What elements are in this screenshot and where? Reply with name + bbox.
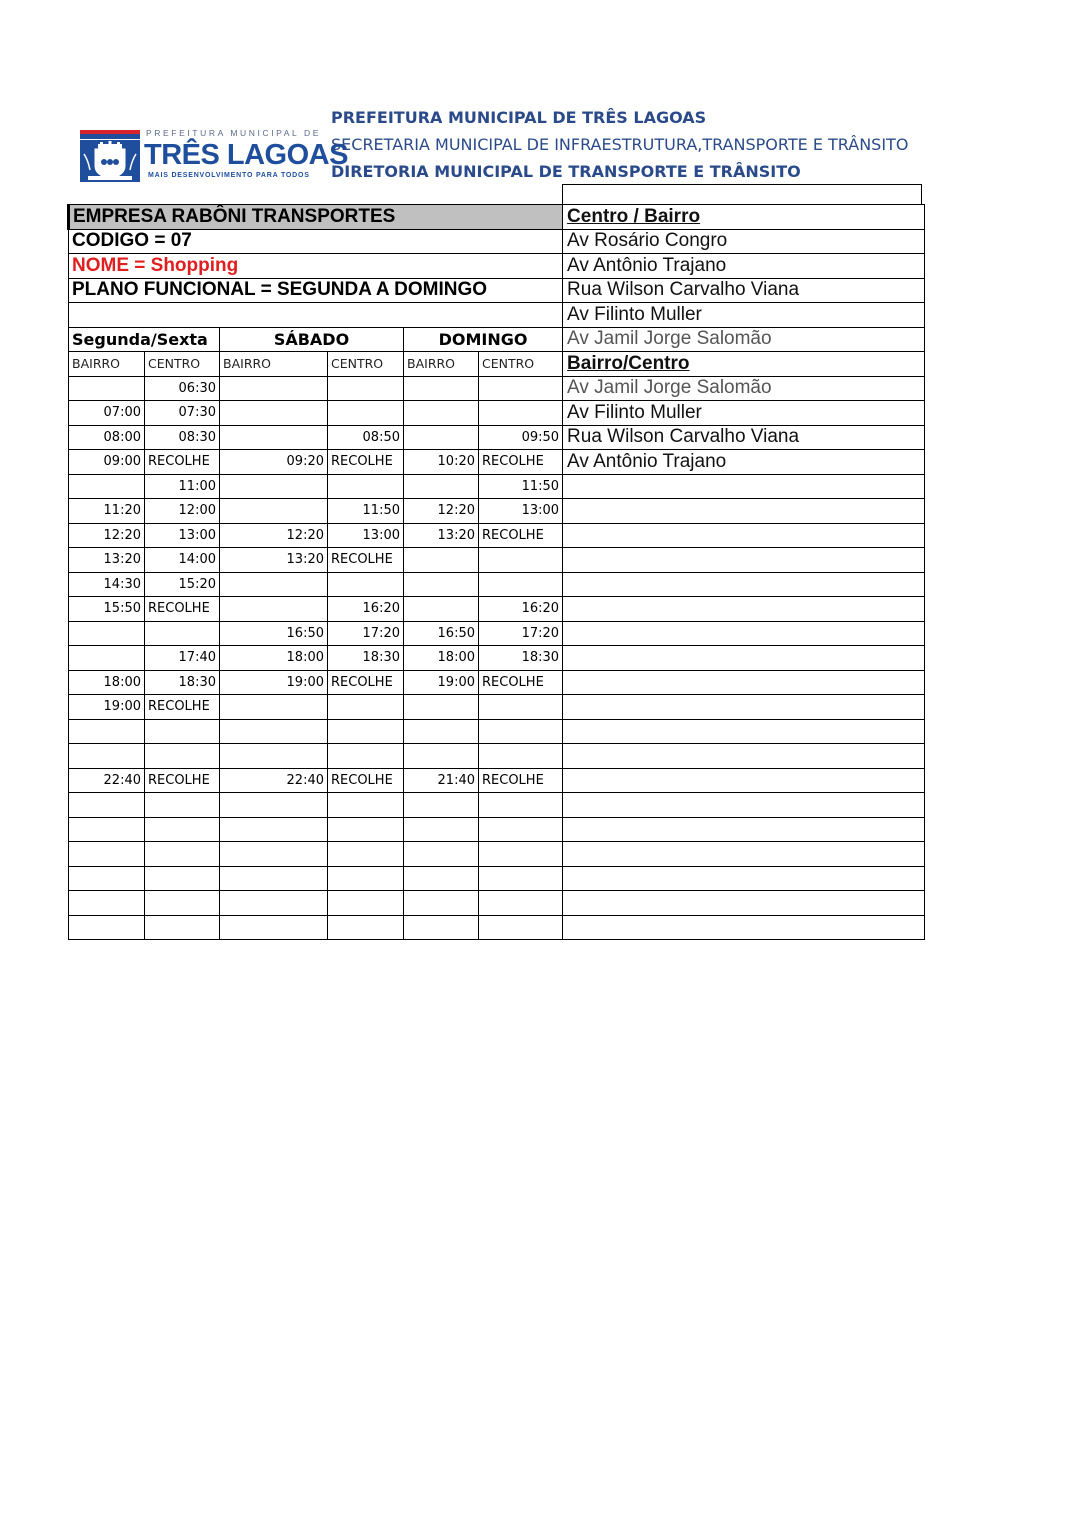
empty-cell (404, 376, 479, 401)
empty-cell (479, 793, 563, 818)
schedule-row (69, 915, 925, 940)
empty-cell (563, 597, 925, 622)
empty-cell (220, 499, 328, 524)
header-secretaria: SECRETARIA MUNICIPAL DE INFRAESTRUTURA,TRANSPORTE E TRÂNSITO (331, 135, 909, 154)
empty-cell (220, 474, 328, 499)
info-row (69, 229, 925, 254)
empty-cell (69, 915, 145, 940)
empty-cell (145, 817, 220, 842)
schedule-row (69, 401, 925, 426)
empty-cell (328, 842, 404, 867)
departure-time-cell: 16:50 (404, 621, 479, 646)
departure-time-cell: 15:50 (69, 597, 145, 622)
day-weekday: Segunda/Sexta (69, 327, 220, 352)
empty-cell (69, 303, 563, 328)
col-header-bairro: BAIRRO (220, 352, 328, 377)
empty-cell (563, 695, 925, 720)
empty-cell (479, 891, 563, 916)
departure-time-cell: 11:20 (69, 499, 145, 524)
departure-time-cell: 09:20 (220, 450, 328, 475)
empty-cell (404, 474, 479, 499)
schedule-row (69, 597, 925, 622)
departure-time-cell: 18:00 (220, 646, 328, 671)
empty-cell (563, 842, 925, 867)
empty-cell (404, 744, 479, 769)
empty-cell (479, 376, 563, 401)
day-saturday: SÁBADO (220, 327, 404, 352)
departure-time-cell: 11:50 (479, 474, 563, 499)
empty-cell (479, 842, 563, 867)
departure-time-cell: 13:20 (404, 523, 479, 548)
empty-cell (328, 793, 404, 818)
departure-time-cell: 18:00 (404, 646, 479, 671)
departure-time-cell: 17:20 (479, 621, 563, 646)
empty-cell (479, 572, 563, 597)
empty-cell (479, 401, 563, 426)
empty-cell (404, 793, 479, 818)
route-stop: Av Filinto Muller (563, 401, 925, 426)
empty-cell (145, 744, 220, 769)
schedule-row (69, 842, 925, 867)
empty-cell (69, 474, 145, 499)
departure-time-cell: 18:00 (69, 670, 145, 695)
info-row (69, 205, 925, 230)
empty-cell (479, 548, 563, 573)
empty-cell (563, 891, 925, 916)
line-code: CODIGO = 07 (69, 229, 563, 254)
route-header-bairro-centro: Bairro/Centro (563, 352, 925, 377)
return-to-garage-cell: RECOLHE (145, 597, 220, 622)
departure-time-cell: 14:00 (145, 548, 220, 573)
empty-cell (404, 842, 479, 867)
departure-time-cell: 09:00 (69, 450, 145, 475)
return-to-garage-cell: RECOLHE (328, 450, 404, 475)
departure-time-cell: 13:00 (328, 523, 404, 548)
empty-cell (220, 597, 328, 622)
empty-cell (563, 572, 925, 597)
day-sunday: DOMINGO (404, 327, 563, 352)
empty-cell (563, 621, 925, 646)
return-to-garage-cell: RECOLHE (479, 768, 563, 793)
empty-cell (69, 719, 145, 744)
empty-cell (220, 401, 328, 426)
empty-cell (404, 548, 479, 573)
empty-cell (479, 744, 563, 769)
schedule-row (69, 450, 925, 475)
departure-time-cell: 13:00 (145, 523, 220, 548)
schedule-row (69, 474, 925, 499)
empty-cell (145, 866, 220, 891)
empty-cell (145, 621, 220, 646)
departure-time-cell: 13:20 (69, 548, 145, 573)
empty-cell (563, 474, 925, 499)
schedule-row (69, 621, 925, 646)
route-header-empty-cell (562, 184, 922, 205)
route-stop: Av Antônio Trajano (563, 450, 925, 475)
departure-time-cell: 12:00 (145, 499, 220, 524)
empty-cell (404, 401, 479, 426)
departure-time-cell: 22:40 (220, 768, 328, 793)
empty-cell (220, 572, 328, 597)
departure-time-cell: 08:00 (69, 425, 145, 450)
departure-time-cell: 15:20 (145, 572, 220, 597)
empty-cell (220, 695, 328, 720)
empty-cell (220, 425, 328, 450)
empty-cell (69, 842, 145, 867)
logo-blue-stripe (80, 134, 140, 139)
logo-prefeitura-text: PREFEITURA MUNICIPAL DE (146, 128, 322, 138)
empty-cell (145, 719, 220, 744)
empty-cell (563, 744, 925, 769)
info-row (69, 278, 925, 303)
empty-cell (404, 891, 479, 916)
departure-time-cell: 21:40 (404, 768, 479, 793)
route-stop: Av Antônio Trajano (563, 254, 925, 279)
departure-time-cell: 13:20 (220, 548, 328, 573)
schedule-row (69, 719, 925, 744)
empty-cell (145, 793, 220, 818)
departure-time-cell: 06:30 (145, 376, 220, 401)
departure-time-cell: 22:40 (69, 768, 145, 793)
empty-cell (563, 768, 925, 793)
empty-cell (328, 376, 404, 401)
return-to-garage-cell: RECOLHE (328, 548, 404, 573)
departure-time-cell: 19:00 (220, 670, 328, 695)
empty-cell (220, 866, 328, 891)
info-row (69, 303, 925, 328)
empty-cell (220, 376, 328, 401)
empty-cell (69, 891, 145, 916)
empty-cell (404, 817, 479, 842)
empty-cell (563, 866, 925, 891)
subheader-row (69, 352, 925, 377)
schedule-row (69, 646, 925, 671)
header-prefeitura: PREFEITURA MUNICIPAL DE TRÊS LAGOAS (331, 108, 707, 127)
departure-time-cell: 17:40 (145, 646, 220, 671)
schedule-row (69, 793, 925, 818)
departure-time-cell: 18:30 (328, 646, 404, 671)
day-header-row (69, 327, 925, 352)
empty-cell (328, 891, 404, 916)
return-to-garage-cell: RECOLHE (479, 523, 563, 548)
logo-brand-text: TRÊS LAGOAS (144, 139, 348, 171)
route-stop: Rua Wilson Carvalho Viana (563, 425, 925, 450)
departure-time-cell: 07:00 (69, 401, 145, 426)
departure-time-cell: 19:00 (69, 695, 145, 720)
empty-cell (563, 646, 925, 671)
coat-of-arms-icon (80, 140, 140, 182)
empty-cell (404, 572, 479, 597)
empty-cell (563, 793, 925, 818)
empty-cell (69, 744, 145, 769)
empty-cell (69, 866, 145, 891)
empty-cell (563, 499, 925, 524)
logo-slogan-text: MAIS DESENVOLVIMENTO PARA TODOS (148, 172, 310, 179)
empty-cell (563, 817, 925, 842)
departure-time-cell: 12:20 (69, 523, 145, 548)
schedule-row (69, 670, 925, 695)
empty-cell (220, 744, 328, 769)
empty-cell (563, 719, 925, 744)
col-header-bairro: BAIRRO (404, 352, 479, 377)
operating-plan: PLANO FUNCIONAL = SEGUNDA A DOMINGO (69, 278, 563, 303)
departure-time-cell: 13:00 (479, 499, 563, 524)
empty-cell (328, 401, 404, 426)
return-to-garage-cell: RECOLHE (328, 768, 404, 793)
empty-cell (563, 523, 925, 548)
return-to-garage-cell: RECOLHE (479, 670, 563, 695)
departure-time-cell: 11:00 (145, 474, 220, 499)
schedule-row (69, 768, 925, 793)
line-name: NOME = Shopping (69, 254, 563, 279)
col-header-centro: CENTRO (145, 352, 220, 377)
empty-cell (69, 621, 145, 646)
return-to-garage-cell: RECOLHE (145, 768, 220, 793)
empty-cell (563, 670, 925, 695)
empty-cell (328, 744, 404, 769)
departure-time-cell: 12:20 (220, 523, 328, 548)
empty-cell (479, 866, 563, 891)
schedule-row (69, 523, 925, 548)
empty-cell (69, 793, 145, 818)
departure-time-cell: 08:50 (328, 425, 404, 450)
departure-time-cell: 12:20 (404, 499, 479, 524)
col-header-centro: CENTRO (479, 352, 563, 377)
empty-cell (479, 719, 563, 744)
return-to-garage-cell: RECOLHE (145, 450, 220, 475)
header-diretoria: DIRETORIA MUNICIPAL DE TRANSPORTE E TRÂNSITO (331, 162, 801, 181)
empty-cell (328, 572, 404, 597)
schedule-row (69, 891, 925, 916)
departure-time-cell: 11:50 (328, 499, 404, 524)
schedule-row (69, 425, 925, 450)
route-header-centro-bairro: Centro / Bairro (563, 205, 925, 230)
empty-cell (563, 548, 925, 573)
empty-cell (404, 425, 479, 450)
empty-cell (404, 915, 479, 940)
departure-time-cell: 18:30 (479, 646, 563, 671)
empty-cell (404, 866, 479, 891)
empty-cell (69, 376, 145, 401)
col-header-bairro: BAIRRO (69, 352, 145, 377)
empty-cell (328, 474, 404, 499)
empty-cell (328, 915, 404, 940)
empty-cell (328, 719, 404, 744)
departure-time-cell: 14:30 (69, 572, 145, 597)
prefeitura-logo (80, 128, 348, 184)
empty-cell (479, 695, 563, 720)
empty-cell (328, 817, 404, 842)
empty-cell (328, 695, 404, 720)
schedule-row (69, 744, 925, 769)
schedule-row (69, 572, 925, 597)
empty-cell (563, 915, 925, 940)
empty-cell (479, 817, 563, 842)
route-stop: Av Rosário Congro (563, 229, 925, 254)
departure-time-cell: 10:20 (404, 450, 479, 475)
empty-cell (220, 817, 328, 842)
company-name: EMPRESA RABÔNI TRANSPORTES (69, 205, 563, 230)
schedule-row (69, 866, 925, 891)
return-to-garage-cell: RECOLHE (145, 695, 220, 720)
route-stop: Av Jamil Jorge Salomão (563, 327, 925, 352)
route-stop: Av Jamil Jorge Salomão (563, 376, 925, 401)
return-to-garage-cell: RECOLHE (479, 450, 563, 475)
departure-time-cell: 16:20 (479, 597, 563, 622)
empty-cell (220, 719, 328, 744)
departure-time-cell: 17:20 (328, 621, 404, 646)
departure-time-cell: 07:30 (145, 401, 220, 426)
info-row (69, 254, 925, 279)
empty-cell (328, 866, 404, 891)
schedule-row (69, 499, 925, 524)
empty-cell (220, 793, 328, 818)
departure-time-cell: 09:50 (479, 425, 563, 450)
route-stop: Rua Wilson Carvalho Viana (563, 278, 925, 303)
schedule-row (69, 376, 925, 401)
empty-cell (404, 719, 479, 744)
empty-cell (145, 842, 220, 867)
schedule-row (69, 817, 925, 842)
departure-time-cell: 16:50 (220, 621, 328, 646)
departure-time-cell: 08:30 (145, 425, 220, 450)
return-to-garage-cell: RECOLHE (328, 670, 404, 695)
departure-time-cell: 16:20 (328, 597, 404, 622)
departure-time-cell: 18:30 (145, 670, 220, 695)
route-stop: Av Filinto Muller (563, 303, 925, 328)
empty-cell (220, 842, 328, 867)
schedule-table (67, 204, 925, 940)
schedule-row (69, 548, 925, 573)
col-header-centro: CENTRO (328, 352, 404, 377)
empty-cell (220, 915, 328, 940)
departure-time-cell: 19:00 (404, 670, 479, 695)
empty-cell (69, 646, 145, 671)
empty-cell (145, 891, 220, 916)
empty-cell (145, 915, 220, 940)
empty-cell (404, 695, 479, 720)
empty-cell (479, 915, 563, 940)
empty-cell (404, 597, 479, 622)
schedule-row (69, 695, 925, 720)
empty-cell (220, 891, 328, 916)
empty-cell (69, 817, 145, 842)
